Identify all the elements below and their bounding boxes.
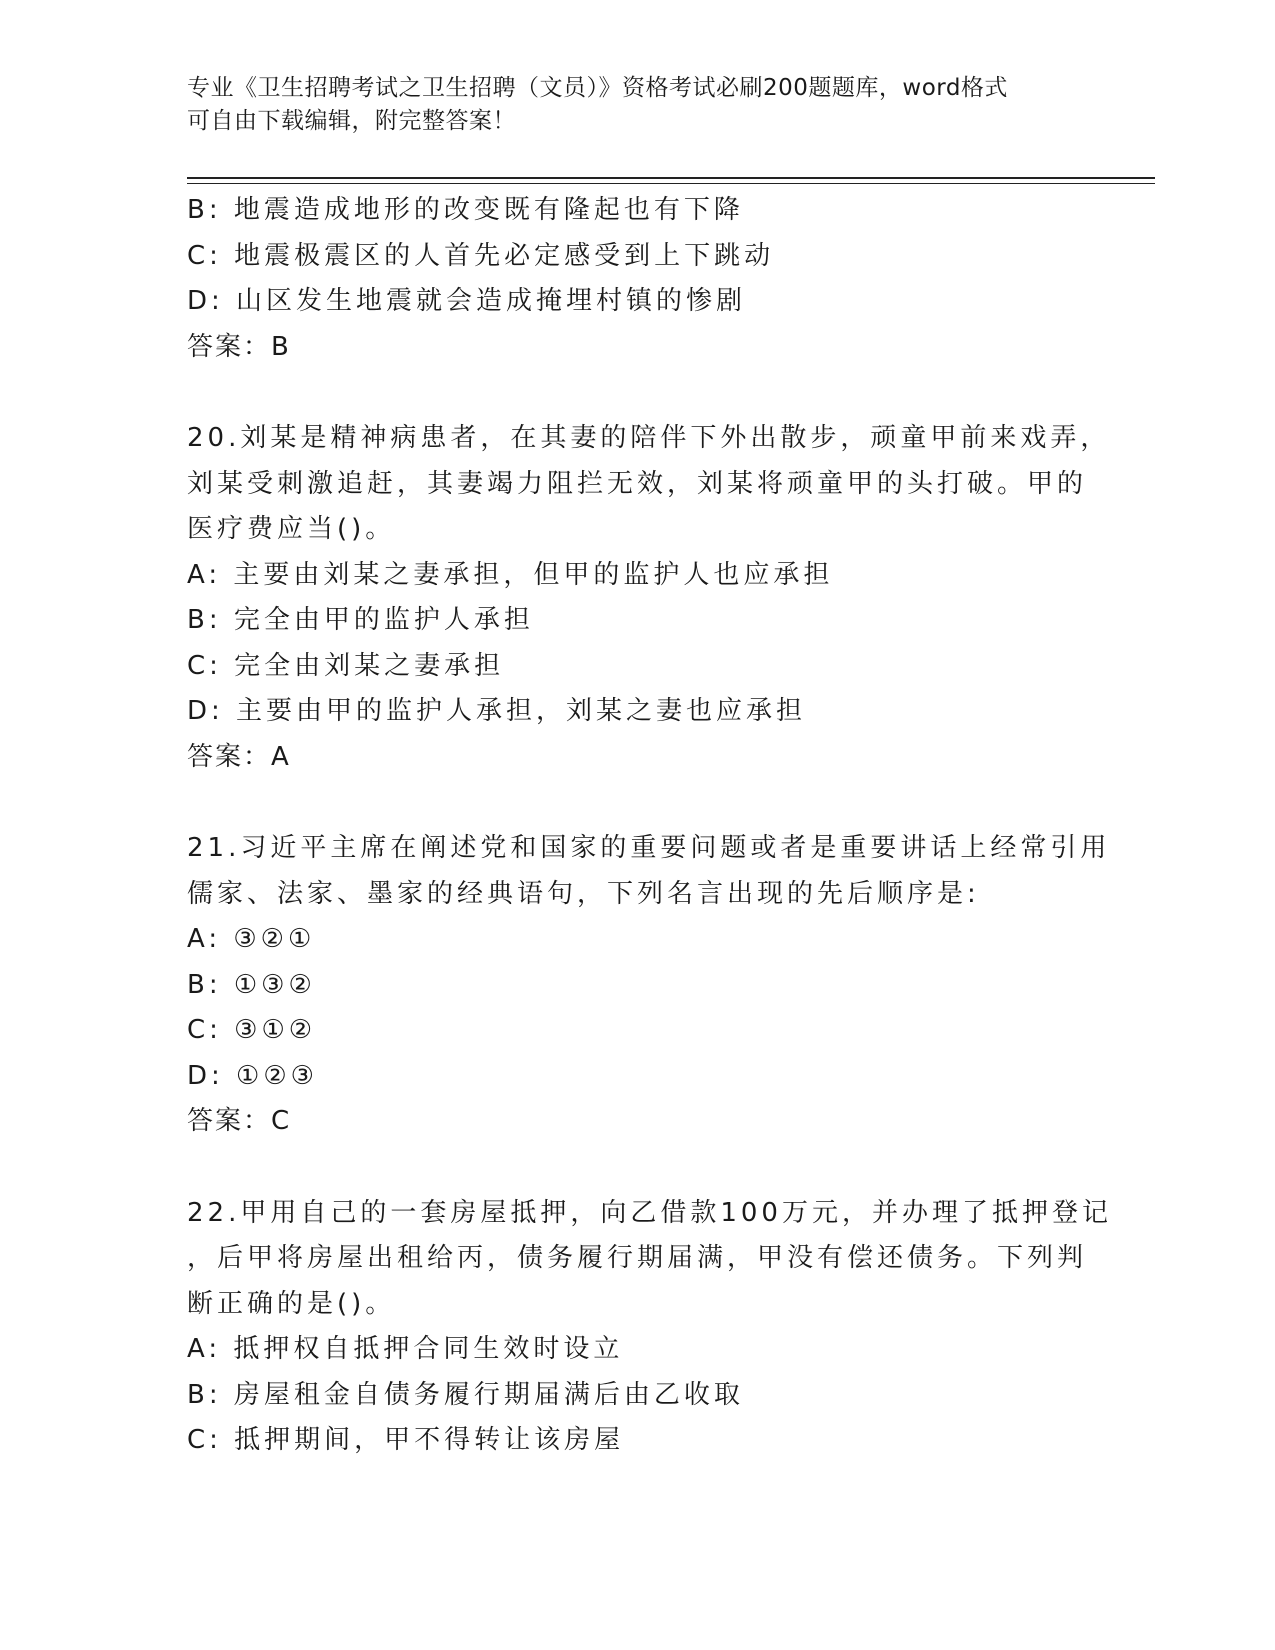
question-content (187, 188, 1112, 1464)
document-header (187, 72, 1087, 138)
question-stem-line: 医疗费应当()。 (187, 514, 396, 544)
header-line-2: 可自由下载编辑，附完整答案！ (187, 108, 516, 134)
option-a: A: ③②① (187, 924, 316, 954)
option-b: B: 完全由甲的监护人承担 (187, 605, 534, 635)
question-spacer (187, 370, 1107, 416)
answer-line: 答案：A (187, 741, 291, 772)
question-stem-line: ，后甲将房屋出租给丙，债务履行期届满，甲没有偿还债务。下列判 (187, 1243, 1088, 1273)
question-stem-line: 刘某受刺激追赶，其妻竭力阻拦无效，刘某将顽童甲的头打破。甲的 (187, 468, 1088, 499)
option-a: A: 主要由刘某之妻承担，但甲的监护人也应承担 (187, 559, 834, 590)
option-d: D: 山区发生地震就会造成掩埋村镇的惨剧 (187, 286, 747, 316)
question-stem-line: 儒家、法家、墨家的经典语句，下列名言出现的先后顺序是: (187, 878, 980, 909)
answer-line: 答案：B (187, 331, 291, 362)
question-22 (187, 1191, 1112, 1464)
header-line-1: 专业《卫生招聘考试之卫生招聘（文员）》资格考试必刷200题题库，word格式 (187, 75, 1008, 101)
option-c: C: 抵押期间，甲不得转让该房屋 (187, 1425, 625, 1455)
header-divider-thick (187, 177, 1155, 179)
option-b: B: 房屋租金自债务履行期届满后由乙收取 (187, 1379, 744, 1410)
option-c: C: 地震极震区的人首先必定感受到上下跳动 (187, 240, 775, 271)
question-stem-line: 20.刘某是精神病患者，在其妻的陪伴下外出散步，顽童甲前来戏弄， (187, 423, 1111, 453)
option-b: B: 地震造成地形的改变既有隆起也有下降 (187, 195, 744, 225)
option-d: D: 主要由甲的监护人承担，刘某之妻也应承担 (187, 696, 807, 726)
option-a: A: 抵押权自抵押合同生效时设立 (187, 1334, 624, 1364)
option-b: B: ①③② (187, 969, 316, 1000)
question-stem-line: 22.甲用自己的一套房屋抵押，向乙借款100万元，并办理了抵押登记 (187, 1197, 1112, 1228)
option-d: D: ①②③ (187, 1060, 318, 1091)
question-stem-line: 断正确的是()。 (187, 1288, 396, 1319)
option-c: C: ③①② (187, 1015, 317, 1045)
question-spacer (187, 780, 1107, 826)
question-21 (187, 826, 1111, 1145)
prev-question-block (187, 188, 1107, 370)
answer-line: 答案：C (187, 1106, 292, 1136)
question-stem-line: 21.习近平主席在阐述党和国家的重要问题或者是重要讲话上经常引用 (187, 833, 1111, 863)
question-20 (187, 416, 1111, 780)
question-spacer (187, 1145, 1107, 1191)
option-c: C: 完全由刘某之妻承担 (187, 650, 505, 681)
header-divider-thin (187, 183, 1155, 184)
